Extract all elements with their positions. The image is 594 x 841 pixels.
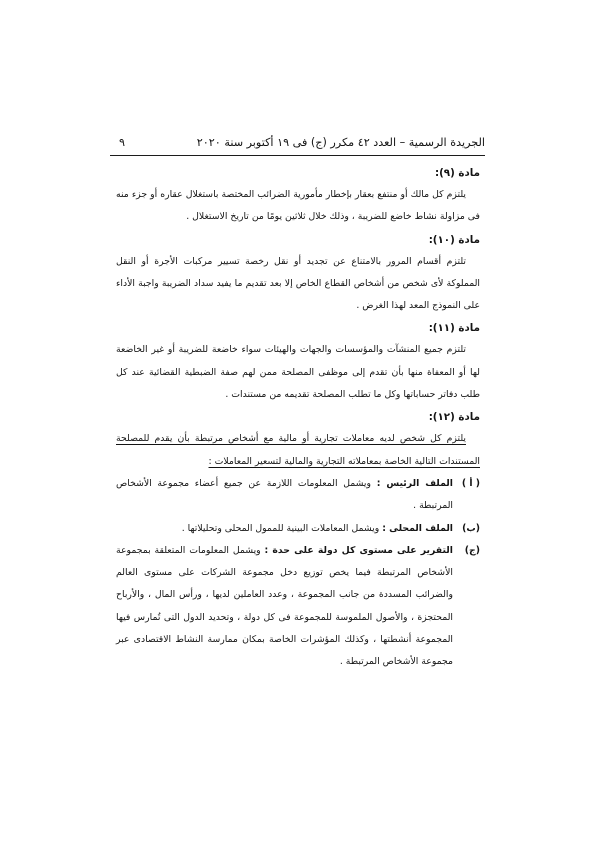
- article-10: [116, 229, 480, 318]
- gazette-header-title: الجريدة الرسمية – العدد ٤٢ مكرر (ج) فى ١٩ أكتوبر سنة ٢٠٢٠: [196, 136, 485, 149]
- list-item-term: التقرير على مستوى كل دولة على حدة :: [264, 544, 453, 556]
- header-divider: [110, 155, 485, 156]
- list-item-marker: (ب): [462, 522, 480, 534]
- article-paragraph: تلتزم جميع المنشآت والمؤسسات والجهات والهيئات سواء خاضعة للضريبة أو غير الخاضعة لها أو المعفاة منها بأن تقدم إلى موظفى المصلحة ممن لهم صفة الضبطية القضائية عند كل طلب دفاتر حساباتها وكل ما تطلب المصلحة تقديمه من مستندات .: [116, 344, 480, 401]
- article-11: [116, 317, 480, 406]
- article-paragraph: يلتزم كل شخص لديه معاملات تجارية أو مالية مع أشخاص مرتبطة بأن يقدم للمصلحة المستندات التالية الخاصة بمعاملاته التجارية والمالية لتسعير المعاملات :: [116, 433, 480, 467]
- article-12: [116, 406, 480, 673]
- list-item-marker: (ج): [464, 544, 480, 556]
- list-item-text: ويشمل المعلومات اللازمة عن جميع أعضاء مجموعة الأشخاص المرتبطة .: [116, 477, 453, 512]
- article-title: مادة (١١):: [428, 322, 480, 335]
- document-body: [116, 162, 480, 674]
- article-title: مادة (١٠):: [428, 233, 480, 246]
- article-title: مادة (١٢):: [428, 411, 480, 424]
- article-paragraph: يلتزم كل مالك أو منتفع بعقار بإخطار مأمورية الضرائب المختصة باستغلال عقاره أو جزء منه فى مزاولة نشاط خاضع للضريبة ، وذلك خلال ثلاثين يومًا من تاريخ الاستغلال .: [116, 189, 480, 223]
- page-header: [110, 134, 485, 152]
- article-paragraph: تلتزم أقسام المرور بالامتناع عن تجديد أو نقل رخصة تسيير مركبات الأجرة أو النقل المملوكة لأى شخص من أشخاص القطاع الخاص إلا بعد تقديم ما يفيد سداد الضريبة واجبة الأداء على النموذج المعد لهذا الغرض .: [116, 255, 480, 312]
- list-item-country-report: [116, 540, 480, 674]
- document-list: [116, 473, 480, 674]
- list-item-marker: ( أ ): [461, 477, 480, 489]
- list-item-local-file: [116, 518, 480, 540]
- list-item-term: الملف المحلى :: [382, 522, 453, 534]
- page-number: ٩: [119, 136, 126, 149]
- list-item-main-file: [116, 473, 480, 518]
- article-title: مادة (٩):: [434, 167, 480, 179]
- list-item-text: ويشمل المعاملات البينية للممول المحلى وتحليلاتها .: [181, 522, 380, 534]
- article-9: [116, 162, 480, 229]
- list-item-text: ويشمل المعلومات المتعلقة بمجموعة الأشخاص المرتبطة فيما يخص توزيع دخل مجموعة الشركات على مستوى العالم والضرائب المسددة من جانب المجموعة ، وعدد العاملين لديها ، ورأس المال ، والأرباح المحتجزة ، والأصول الملموسة للمجموعة فى كل دولة ، وتحديد الدول التى تُمارس فيها المجموعة أنشطتها ، وكذلك المؤشرات الخاصة بمكان ممارسة النشاط الاقتصادى عبر مجموعة الأشخاص المرتبطة .: [116, 544, 453, 668]
- list-item-term: الملف الرئيس :: [376, 477, 453, 489]
